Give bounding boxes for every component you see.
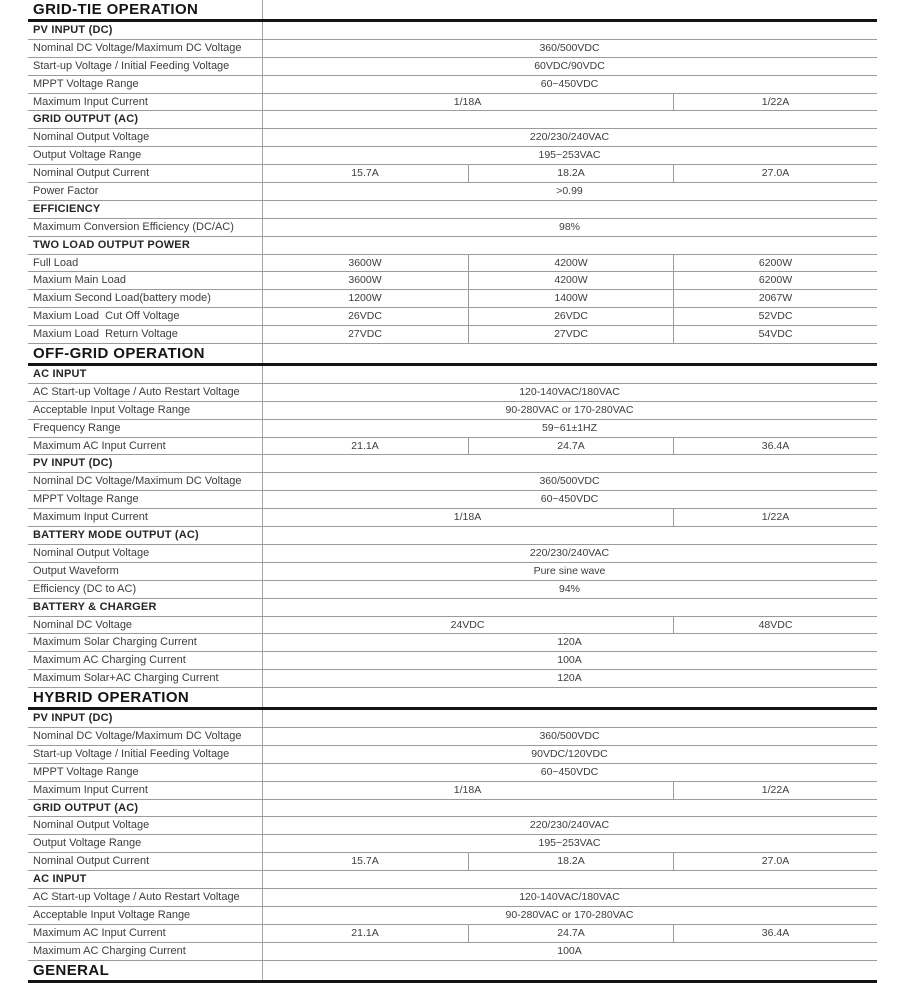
subsection-row <box>28 111 877 129</box>
spec-row <box>28 581 877 599</box>
row-value: 24VDC <box>450 618 485 631</box>
row-values <box>262 94 877 111</box>
row-label: Maximum AC Charging Current <box>33 654 186 667</box>
row-values <box>262 800 877 817</box>
spec-row <box>28 563 877 581</box>
row-values <box>262 402 877 419</box>
spec-row <box>28 402 877 420</box>
row-value: 195~253VAC <box>538 149 601 162</box>
row-value: 120-140VAC/180VAC <box>519 890 620 903</box>
row-values <box>262 201 877 218</box>
subsection-header: GRID OUTPUT (AC) <box>33 801 139 814</box>
row-value: 60VDC/90VDC <box>534 59 605 72</box>
row-value: 60~450VDC <box>540 493 599 506</box>
row-value: 1/18A <box>453 95 482 108</box>
row-label: Start-up Voltage / Initial Feeding Voltage <box>33 747 230 760</box>
row-values <box>262 764 877 781</box>
spec-row <box>28 509 877 527</box>
row-value: 120A <box>557 636 582 649</box>
subsection-row <box>28 527 877 545</box>
row-label: Nominal Output Current <box>33 855 150 868</box>
row-label: Nominal Output Voltage <box>33 131 150 144</box>
row-label: Full Load <box>33 256 79 269</box>
subsection-row <box>28 710 877 728</box>
row-value: 1200W <box>348 292 382 305</box>
spec-row <box>28 129 877 147</box>
spec-row <box>28 728 877 746</box>
spec-row <box>28 290 877 308</box>
row-value: 220/230/240VAC <box>529 546 610 559</box>
section-title: GRID-TIE OPERATION <box>28 0 877 22</box>
row-label: MPPT Voltage Range <box>33 493 139 506</box>
row-values <box>262 889 877 906</box>
row-label: Efficiency (DC to AC) <box>33 582 137 595</box>
row-label: Acceptable Input Voltage Range <box>33 908 191 921</box>
row-value: 1/22A <box>673 782 877 799</box>
spec-row <box>28 670 877 688</box>
subsection-header: EFFICIENCY <box>33 202 101 215</box>
row-label: Nominal DC Voltage/Maximum DC Voltage <box>33 41 242 54</box>
spec-row <box>28 76 877 94</box>
row-values <box>262 527 877 544</box>
row-value: 21.1A <box>351 439 379 452</box>
row-value: 52VDC <box>673 308 877 325</box>
row-values <box>262 76 877 93</box>
row-values <box>262 835 877 852</box>
row-value: 90-280VAC or 170-280VAC <box>505 908 634 921</box>
row-value: 120A <box>557 672 582 685</box>
row-values <box>262 455 877 472</box>
row-value: 18.2A <box>468 165 673 182</box>
row-value: 60~450VDC <box>540 77 599 90</box>
row-values <box>262 599 877 616</box>
row-values <box>262 237 877 254</box>
row-label: Output Waveform <box>33 564 119 577</box>
row-label: Maximum Input Current <box>33 95 148 108</box>
row-values <box>262 943 877 960</box>
row-value: 98% <box>558 220 580 233</box>
row-values <box>262 129 877 146</box>
row-values <box>262 473 877 490</box>
row-values <box>262 58 877 75</box>
row-label: Maximum Conversion Efficiency (DC/AC) <box>33 220 234 233</box>
row-label: AC Start-up Voltage / Auto Restart Voltage <box>33 385 240 398</box>
row-label: Maxium Main Load <box>33 274 126 287</box>
row-value: 100A <box>557 944 582 957</box>
row-label: Nominal DC Voltage/Maximum DC Voltage <box>33 475 242 488</box>
row-values <box>262 925 877 942</box>
row-value: 220/230/240VAC <box>529 819 610 832</box>
spec-row <box>28 817 877 835</box>
subsection-header: BATTERY MODE OUTPUT (AC) <box>33 529 199 542</box>
spec-row <box>28 438 877 456</box>
row-value: 195~253VAC <box>538 837 601 850</box>
row-value: 360/500VDC <box>539 41 600 54</box>
row-value: 3600W <box>348 256 382 269</box>
row-label: Nominal DC Voltage <box>33 618 133 631</box>
row-value: 1400W <box>468 290 673 307</box>
row-values <box>262 652 877 669</box>
spec-row <box>28 652 877 670</box>
row-values <box>262 272 877 289</box>
row-label: Output Voltage Range <box>33 149 142 162</box>
row-value: 220/230/240VAC <box>529 131 610 144</box>
subsection-row <box>28 800 877 818</box>
subsection-header: AC INPUT <box>33 368 87 381</box>
row-value: 90VDC/120VDC <box>531 747 608 760</box>
specification-table <box>28 0 877 983</box>
spec-row <box>28 420 877 438</box>
spec-row <box>28 58 877 76</box>
row-values <box>262 581 877 598</box>
row-values <box>262 817 877 834</box>
row-label: Maximum Input Current <box>33 511 148 524</box>
row-values <box>262 420 877 437</box>
section-title: GENERAL <box>28 961 877 983</box>
row-value: 36.4A <box>673 438 877 455</box>
spec-row <box>28 491 877 509</box>
section-title: HYBRID OPERATION <box>28 688 877 710</box>
spec-row <box>28 94 877 112</box>
spec-row <box>28 889 877 907</box>
row-label: Acceptable Input Voltage Range <box>33 403 191 416</box>
spec-row <box>28 326 877 344</box>
row-value: Pure sine wave <box>533 564 606 577</box>
row-label: Nominal Output Voltage <box>33 546 150 559</box>
row-value: 27VDC <box>348 328 382 341</box>
row-label: Nominal DC Voltage/Maximum DC Voltage <box>33 729 242 742</box>
row-value: 48VDC <box>673 617 877 634</box>
row-label: Output Voltage Range <box>33 837 142 850</box>
spec-row <box>28 746 877 764</box>
row-label: Maximum AC Input Current <box>33 926 166 939</box>
spec-row <box>28 473 877 491</box>
subsection-row <box>28 599 877 617</box>
row-values <box>262 22 877 39</box>
spec-row <box>28 219 877 237</box>
spec-row <box>28 40 877 58</box>
row-label: Maximum Input Current <box>33 783 148 796</box>
row-label: Maximum Solar+AC Charging Current <box>33 672 219 685</box>
subsection-row <box>28 201 877 219</box>
subsection-row <box>28 455 877 473</box>
row-value: 360/500VDC <box>539 475 600 488</box>
subsection-header: TWO LOAD OUTPUT POWER <box>33 238 190 251</box>
row-value: 1/18A <box>453 783 482 796</box>
spec-row <box>28 782 877 800</box>
spec-row <box>28 925 877 943</box>
row-value: 59~61±1HZ <box>541 421 598 434</box>
row-values <box>262 545 877 562</box>
row-value: >0.99 <box>556 185 583 198</box>
section-title: OFF-GRID OPERATION <box>28 344 877 366</box>
spec-row <box>28 384 877 402</box>
row-label: MPPT Voltage Range <box>33 77 139 90</box>
spec-row <box>28 255 877 273</box>
spec-row <box>28 308 877 326</box>
row-label: Maxium Load Return Voltage <box>33 328 178 341</box>
spec-row <box>28 147 877 165</box>
subsection-header: AC INPUT <box>33 873 87 886</box>
row-values <box>262 111 877 128</box>
row-value: 21.1A <box>351 926 379 939</box>
row-values <box>262 782 877 799</box>
row-values <box>262 728 877 745</box>
row-values <box>262 308 877 325</box>
row-values <box>262 326 877 343</box>
row-value: 1/22A <box>673 94 877 111</box>
subsection-row <box>28 871 877 889</box>
row-value: 18.2A <box>468 853 673 870</box>
row-values <box>262 710 877 727</box>
row-value: 26VDC <box>348 310 382 323</box>
spec-row <box>28 545 877 563</box>
row-values <box>262 165 877 182</box>
row-values <box>262 384 877 401</box>
row-values <box>262 491 877 508</box>
row-values <box>262 670 877 687</box>
spec-row <box>28 764 877 782</box>
subsection-row <box>28 366 877 384</box>
spec-row <box>28 853 877 871</box>
row-value: 27.0A <box>673 165 877 182</box>
row-label: Maximum AC Input Current <box>33 439 166 452</box>
subsection-header: BATTERY & CHARGER <box>33 600 157 613</box>
row-values <box>262 853 877 870</box>
row-value: 6200W <box>673 272 877 289</box>
subsection-header: PV INPUT (DC) <box>33 712 113 725</box>
row-values <box>262 255 877 272</box>
row-values <box>262 634 877 651</box>
row-values <box>262 907 877 924</box>
row-value: 94% <box>558 582 580 595</box>
row-value: 90-280VAC or 170-280VAC <box>505 403 634 416</box>
spec-row <box>28 272 877 290</box>
row-values <box>262 871 877 888</box>
row-values <box>262 563 877 580</box>
spec-row <box>28 634 877 652</box>
row-value: 4200W <box>468 272 673 289</box>
row-label: Nominal Output Current <box>33 167 150 180</box>
subsection-row <box>28 22 877 40</box>
row-label: Power Factor <box>33 185 99 198</box>
row-value: 360/500VDC <box>539 729 600 742</box>
row-value: 1/18A <box>453 511 482 524</box>
row-label: Start-up Voltage / Initial Feeding Voltage <box>33 59 230 72</box>
row-value: 4200W <box>468 255 673 272</box>
row-values <box>262 147 877 164</box>
row-value: 27VDC <box>468 326 673 343</box>
row-value: 24.7A <box>468 925 673 942</box>
subsection-header: PV INPUT (DC) <box>33 457 113 470</box>
row-value: 15.7A <box>351 855 379 868</box>
row-label: Nominal Output Voltage <box>33 819 150 832</box>
row-value: 54VDC <box>673 326 877 343</box>
spec-row <box>28 165 877 183</box>
row-value: 3600W <box>348 274 382 287</box>
row-values <box>262 746 877 763</box>
row-value: 26VDC <box>468 308 673 325</box>
row-value: 24.7A <box>468 438 673 455</box>
row-values <box>262 290 877 307</box>
row-values <box>262 219 877 236</box>
row-value: 1/22A <box>673 509 877 526</box>
row-value: 27.0A <box>673 853 877 870</box>
spec-row <box>28 183 877 201</box>
row-value: 15.7A <box>351 167 379 180</box>
row-value: 6200W <box>673 255 877 272</box>
subsection-header: PV INPUT (DC) <box>33 24 113 36</box>
row-value: 100A <box>557 654 582 667</box>
row-value: 36.4A <box>673 925 877 942</box>
row-values <box>262 509 877 526</box>
subsection-row <box>28 237 877 255</box>
row-values <box>262 438 877 455</box>
row-values <box>262 366 877 383</box>
spec-row <box>28 617 877 635</box>
row-values <box>262 183 877 200</box>
spec-row <box>28 943 877 961</box>
row-values <box>262 40 877 57</box>
row-label: Maximum Solar Charging Current <box>33 636 197 649</box>
spec-row <box>28 835 877 853</box>
row-value: 2067W <box>673 290 877 307</box>
row-label: Maxium Load Cut Off Voltage <box>33 310 180 323</box>
row-label: Maxium Second Load(battery mode) <box>33 292 211 305</box>
subsection-header: GRID OUTPUT (AC) <box>33 113 139 126</box>
row-value: 60~450VDC <box>540 765 599 778</box>
row-values <box>262 617 877 634</box>
row-label: Frequency Range <box>33 421 121 434</box>
row-label: MPPT Voltage Range <box>33 765 139 778</box>
row-value: 120-140VAC/180VAC <box>519 385 620 398</box>
row-label: Maximum AC Charging Current <box>33 944 186 957</box>
row-label: AC Start-up Voltage / Auto Restart Voltage <box>33 890 240 903</box>
spec-row <box>28 907 877 925</box>
